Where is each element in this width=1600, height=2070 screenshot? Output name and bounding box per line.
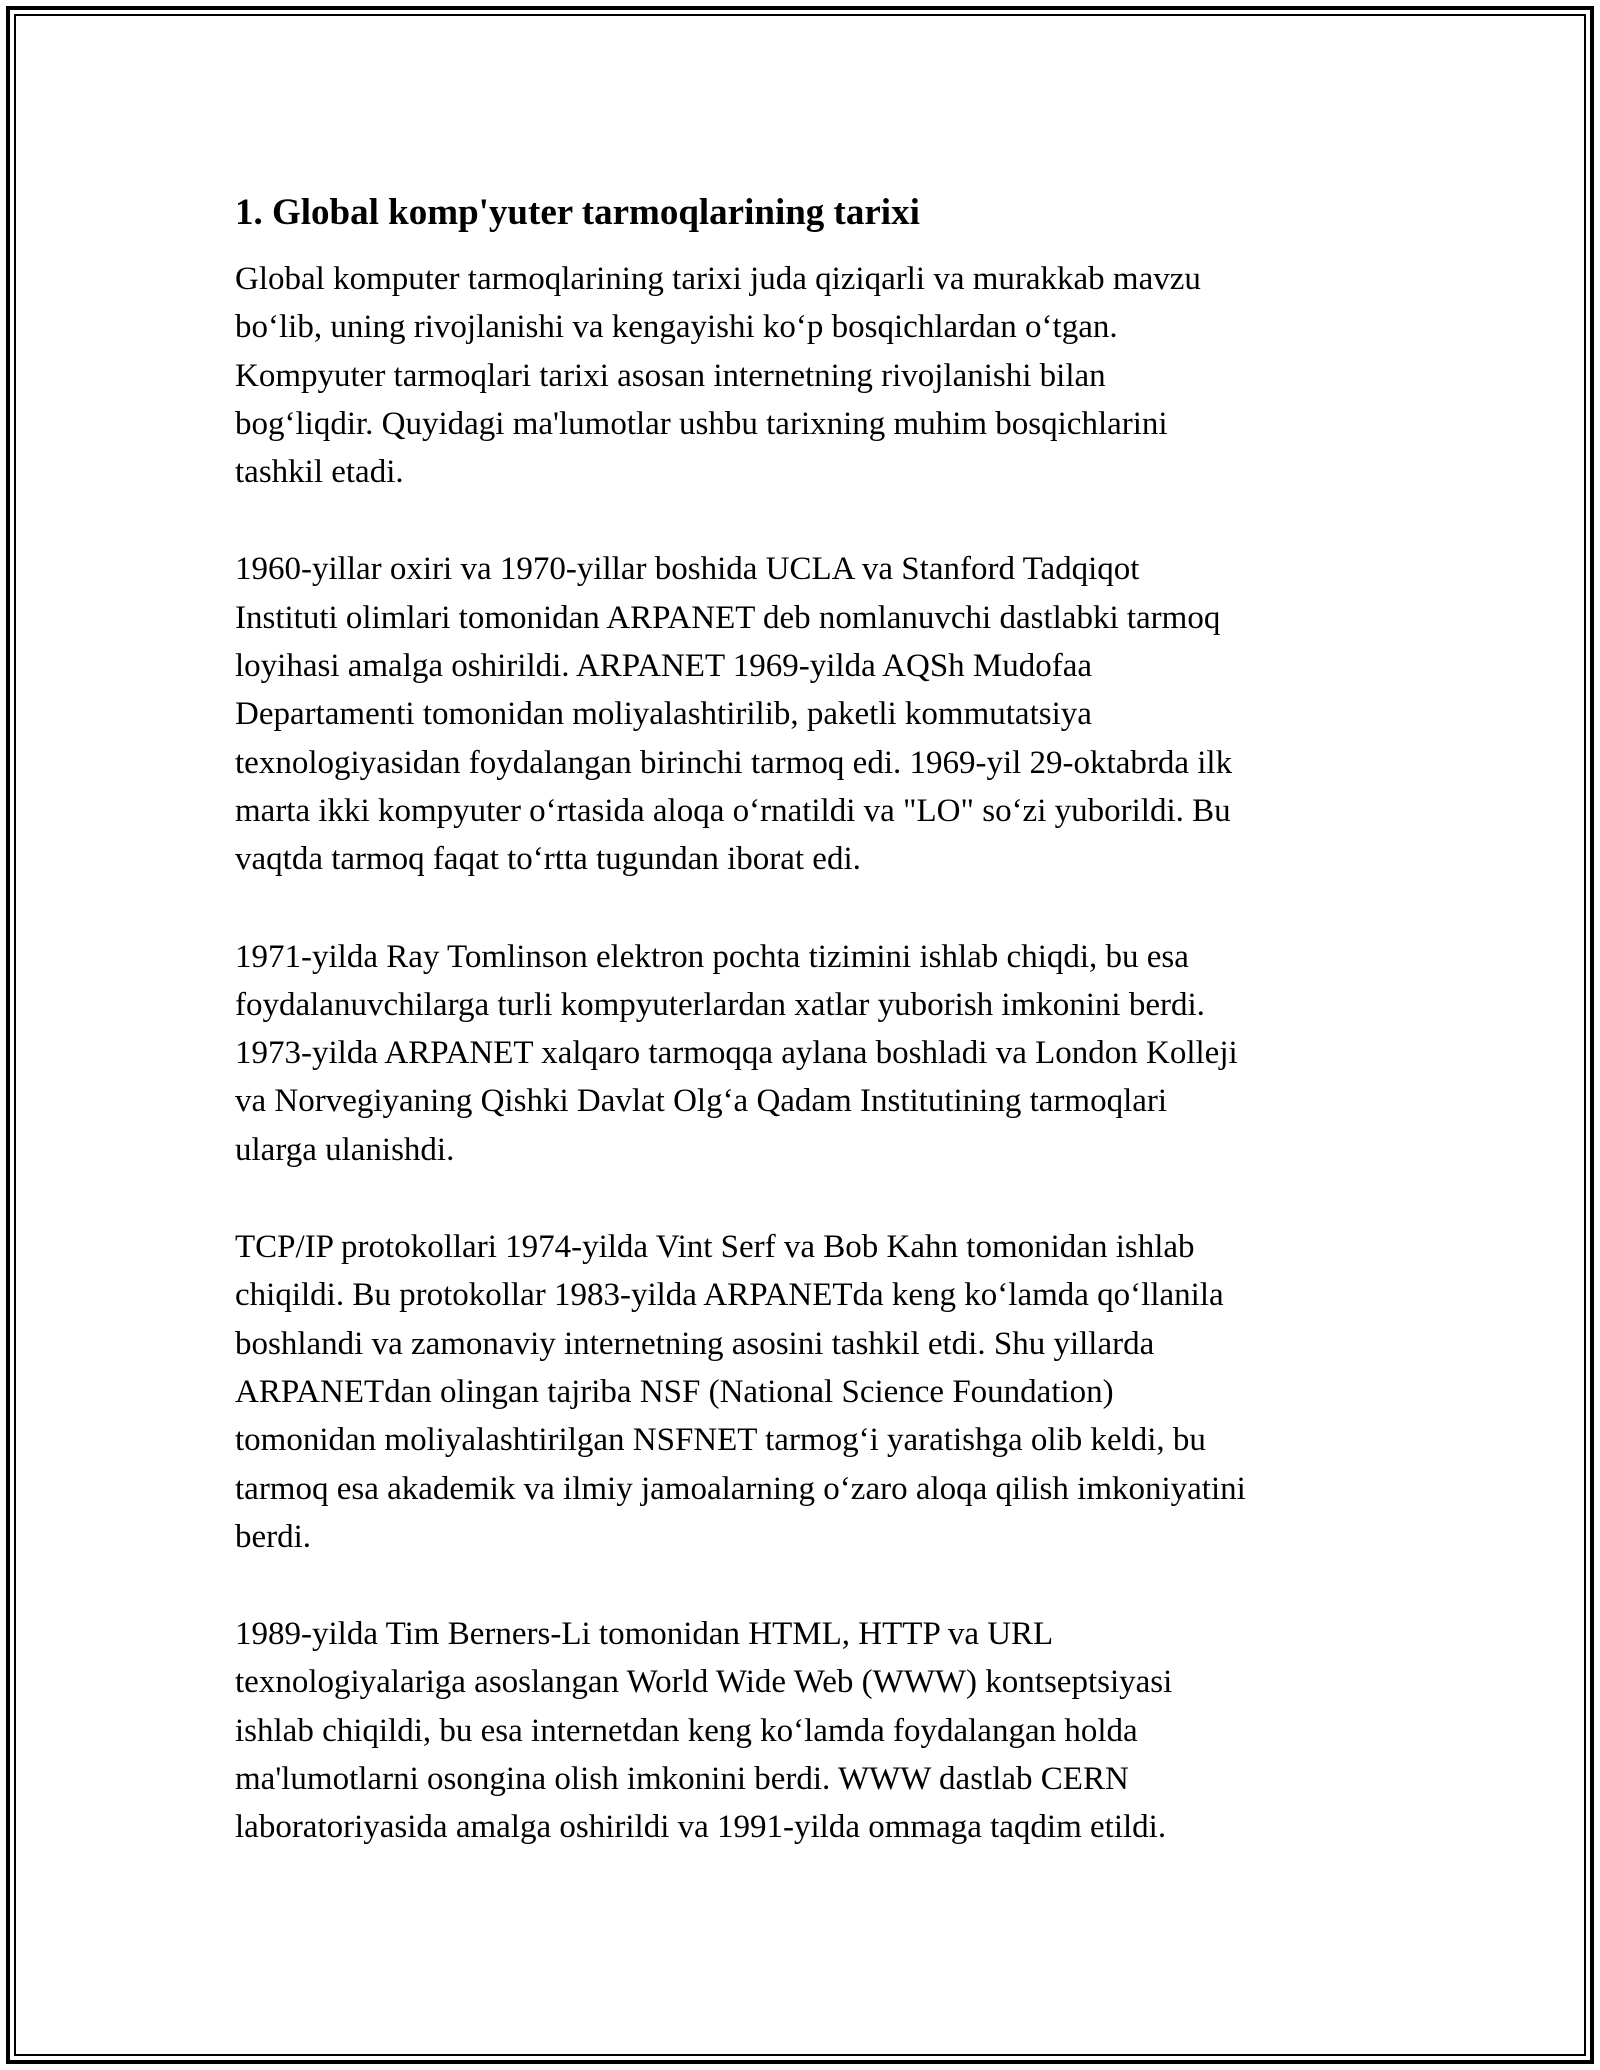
paragraph-tcp-ip: TCP/IP protokollari 1974-yilda Vint Serf va Bob Kahn tomonidan ishlab chiqildi. Bu protokollar 1983-yilda ARPANETda keng koʻlamda qoʻllanila boshlandi va zamonaviy internetning asosini tashkil etdi. Shu yillarda ARPANETdan olingan tajriba NSF (National Science Foundation) tomonidan moliyalashtirilgan NSFNET tarmogʻi yaratishga olib keldi, bu tarmoq esa akademik va ilmiy jamoalarning oʻzaro aloqa qilish imkoniyatini berdi. bbox=[235, 1229, 1246, 1555]
paragraph-email: 1971-yilda Ray Tomlinson elektron pochta tizimini ishlab chiqdi, bu esa foydalanuvchilarga turli kompyuterlardan xatlar yuborish imkonini berdi. 1973-yilda ARPANET xalqaro tarmoqqa aylana boshladi va London Kolleji va Norvegiyaning Qishki Davlat Olgʻa Qadam Institutining tarmoqlari ularga ulanishdi. bbox=[235, 938, 1238, 1168]
paragraph-arpanet: 1960-yillar oxiri va 1970-yillar boshida UCLA va Stanford Tadqiqot Instituti olimlari tomonidan ARPANET deb nomlanuvchi dastlabki tarmoq loyihasi amalga oshirildi. ARPANET 1969-yilda AQSh Mudofaa Departamenti tomonidan moliyalashtirilib, paketli kommutatsiya texnologiyasidan foydalangan birinchi tarmoq edi. 1969-yil 29-oktabrda ilk marta ikki kompyuter oʻrtasida aloqa oʻrnatildi va "LO" soʻzi yuborildi. Bu vaqtda tarmoq faqat toʻrtta tugundan iborat edi. bbox=[235, 551, 1233, 878]
paragraph-intro: Global komputer tarmoqlarining tarixi juda qiziqarli va murakkab mavzu boʻlib, uning rivojlanishi va kengayishi koʻp bosqichlardan oʻtgan. Kompyuter tarmoqlari tarixi asosan internetning rivojlanishi bilan bogʻliqdir. Quyidagi ma'lumotlar ushbu tarixning muhim bosqichlarini tashkil etadi. bbox=[235, 261, 1201, 491]
paragraph-www: 1989-yilda Tim Berners-Li tomonidan HTML, HTTP va URL texnologiyalariga asoslangan World Wide Web (WWW) kontseptsiyasi ishlab chiqildi, bu esa internetdan keng koʻlamda foydalangan holda ma'lumotlarni osongina olish imkonini berdi. WWW dastlab CERN laboratoriyasida amalga oshirildi va 1991-yilda ommaga taqdim etildi. bbox=[235, 1616, 1173, 1846]
section-heading: 1. Global komp'yuter tarmoqlarining tarixi bbox=[235, 192, 920, 233]
document-body bbox=[235, 187, 1365, 1901]
